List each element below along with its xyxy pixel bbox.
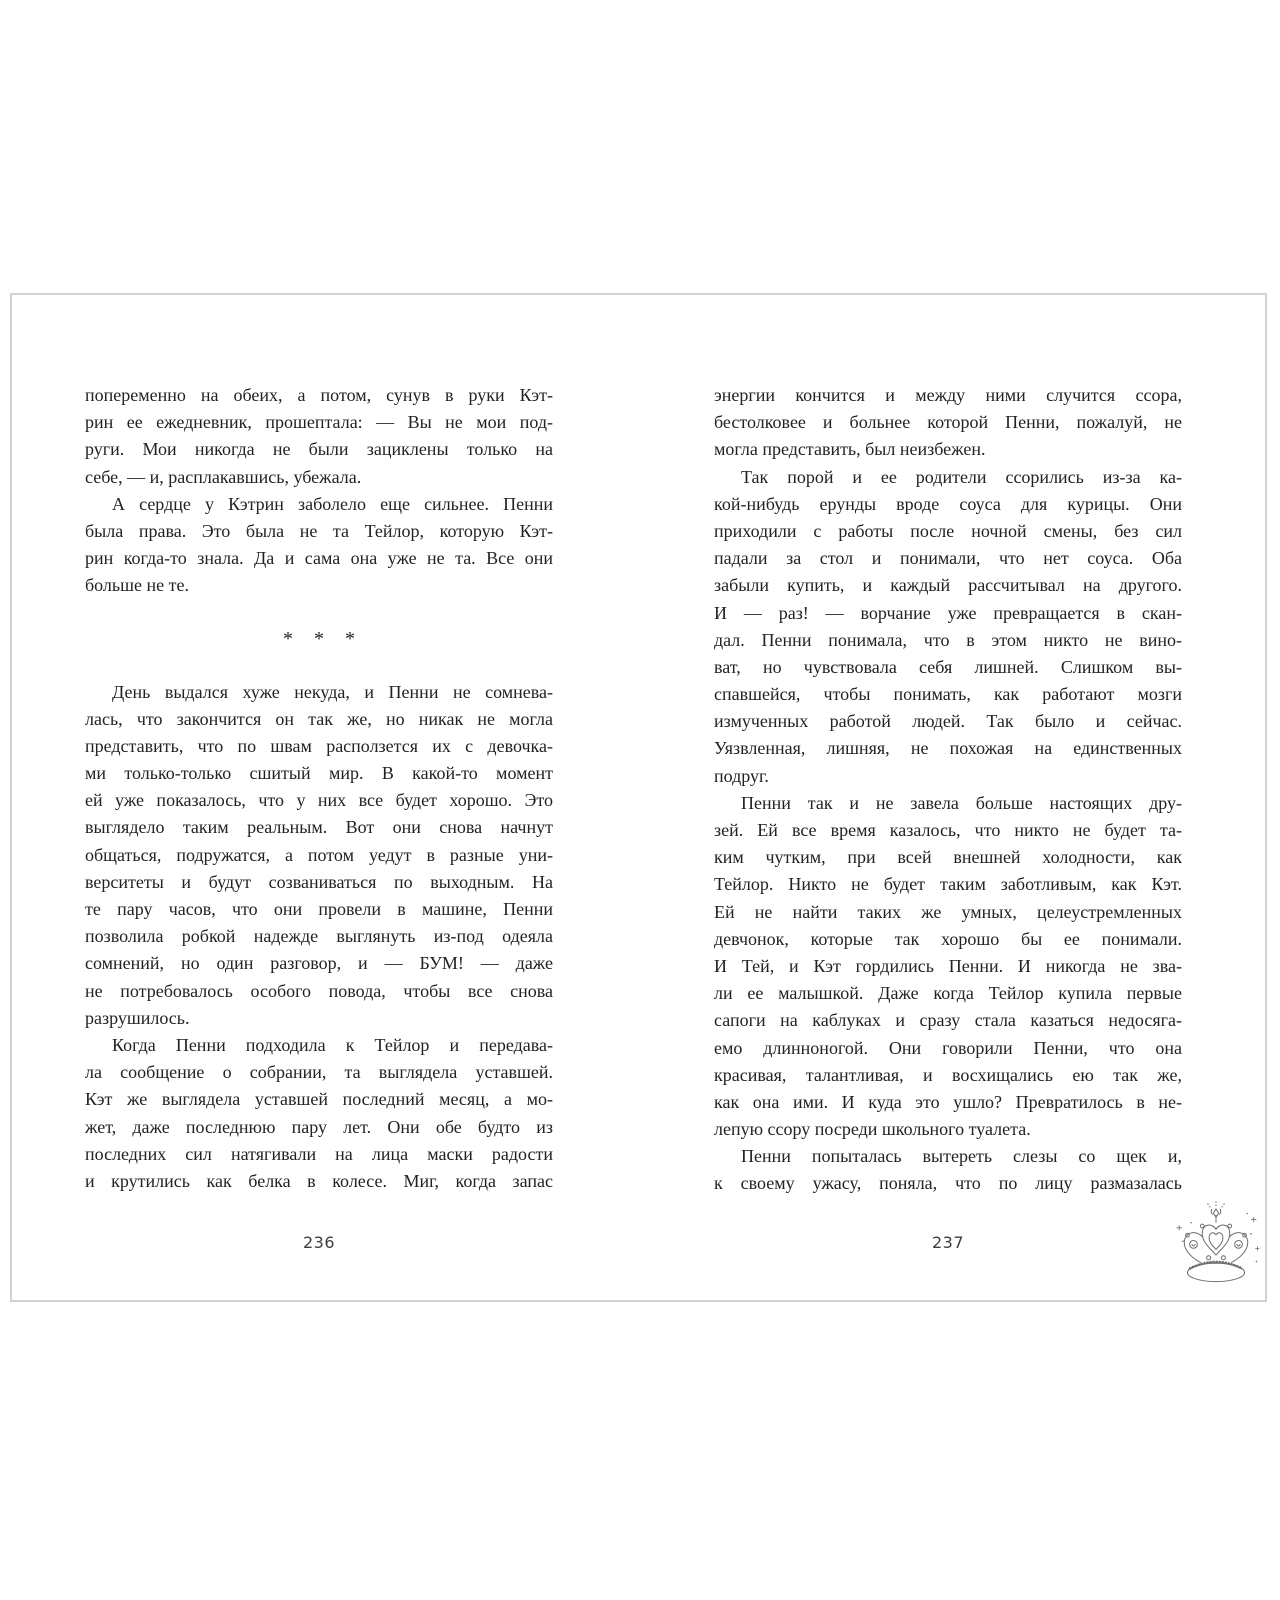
text-line: День выдался хуже некуда, и Пенни не сомнева- [112,681,553,702]
text-line: зей. Ей все время казалось, что никто не будет та- [714,820,1182,840]
text-line: Уязвленная, лишняя, не похожая на единственных [714,738,1182,759]
text-line: те пару часов, что они провели в машине, Пенни [85,899,553,919]
paragraph [85,1032,553,1195]
paragraph [714,1143,1182,1197]
text-line: рин когда-то знала. Да и сама она уже не та. Все они [85,548,553,569]
text-line: ким чутким, при всей внешней холодности, как [714,847,1182,868]
text-line: не потребовалось особого повода, чтобы все снова [85,980,553,1001]
text-line: себе, — и, расплакавшись, убежала. [85,466,362,487]
text-line: ла сообщение о собрании, та выглядела уставшей. [85,1062,553,1083]
text-line: А сердце у Кэтрин заболело еще сильнее. Пенни [112,493,553,514]
text-line: девчонок, которые так хорошо бы ее понимали. [714,928,1182,949]
paragraph [85,491,553,600]
tiara-icon [1170,1197,1262,1289]
text-line: выглядело таким реальным. Вот они снова начнут [85,817,553,838]
text-line: сапоги на каблуках и сразу стала казаться недосяга- [714,1010,1182,1031]
text-line: разрушилось. [85,1007,190,1028]
text-line: рин ее ежедневник, прошептала: — Вы не мои под- [85,412,553,433]
text-line: лепую ссору посреди школьного туалета. [714,1119,1031,1140]
text-line: сомнений, но один разговор, и — БУМ! — даже [85,953,553,974]
paragraph [85,679,553,1032]
page-number-left: 236 [302,1233,336,1252]
text-line: и крутились как белка в колесе. Миг, когда запас [85,1170,553,1191]
text-line: верситеты и будут созваниваться по выходным. На [85,871,553,892]
text-line: И Тей, и Кэт гордились Пенни. И никогда не зва- [714,955,1182,976]
paragraph [85,382,553,491]
text-line: ли ее малышкой. Даже когда Тейлор купила первые [714,983,1182,1004]
text-line: красивая, талантливая, и восхищались ею так же, [714,1064,1182,1085]
text-line: емо длинноногой. Они говорили Пенни, что она [714,1037,1182,1058]
text-line: Кэт же выглядела уставшей последний месяц, а мо- [85,1089,553,1110]
text-line: измученных работой людей. Так было и сейчас. [714,711,1182,732]
text-line: энергии кончится и между ними случится ссора, [714,385,1182,405]
text-line: Пенни попыталась вытереть слезы со щек и, [741,1146,1182,1167]
text-line: Ей не найти таких же умных, целеустремленных [714,901,1182,922]
text-line: Пенни так и не завела больше настоящих дру- [741,792,1182,813]
text-line: забыли купить, и каждый рассчитывал на другого. [714,575,1182,596]
text-line: позволила робкой надежде выглянуть из-под одеяла [85,926,553,947]
text-line: Когда Пенни подходила к Тейлор и передава- [112,1034,553,1055]
text-line: как она ими. И куда это ушло? Превратилось в не- [714,1091,1182,1112]
section-separator: * * * [283,627,355,650]
text-line: последних сил натягивали на лица маски радости [85,1143,553,1164]
text-line: дал. Пенни понимала, что в этом никто не вино- [714,629,1182,650]
left-page-text-column [85,382,553,1195]
text-line: ей уже показалось, что у них все будет хорошо. Это [85,790,553,811]
text-line: И — раз! — ворчание уже превращается в скан- [714,602,1182,623]
text-line: ми только-только сшитый мир. В какой-то момент [85,763,553,784]
text-line: Так порой и ее родители ссорились из-за ка- [741,466,1182,487]
paragraph [714,382,1182,464]
text-line: была права. Это была не та Тейлор, которую Кэт- [85,520,553,541]
text-line: бестолковее и больнее которой Пенни, пожалуй, не [714,412,1182,433]
text-line: приходили с работы после ночной смены, без сил [714,520,1182,541]
text-line: к своему ужасу, поняла, что по лицу размазалась [714,1173,1182,1194]
text-line: представить, что по швам расползется их с девочка- [85,735,553,756]
right-page-text-column [714,382,1182,1198]
text-line: подруг. [714,765,769,786]
text-line: жет, даже последнюю пару лет. Они обе будто из [85,1116,553,1137]
text-line: ват, но чувствовала себя лишней. Слишком вы- [714,656,1182,677]
text-line: лась, что закончится он так же, но никак не могла [85,708,553,729]
text-line: общаться, подружатся, а потом уедут в разные уни- [85,844,553,865]
text-line: больше не те. [85,575,189,596]
text-line: попеременно на обеих, а потом, сунув в руки Кэт- [85,385,553,405]
text-line: падали за стол и понимали, что нет соуса. Оба [714,548,1182,569]
text-line: Тейлор. Никто не будет таким заботливым, как Кэт. [714,874,1182,895]
page-number-right: 237 [931,1233,965,1252]
text-line: могла представить, был неизбежен. [714,439,986,460]
paragraph [714,464,1182,790]
paragraph [714,790,1182,1143]
text-line: руги. Мои никогда не были зациклены только на [85,439,553,460]
book-spread-frame [10,293,1267,1302]
text-line: кой-нибудь ерунды вроде соуса для курицы. Они [714,493,1182,514]
text-line: спавшейся, чтобы понимать, как работают мозги [714,684,1182,705]
